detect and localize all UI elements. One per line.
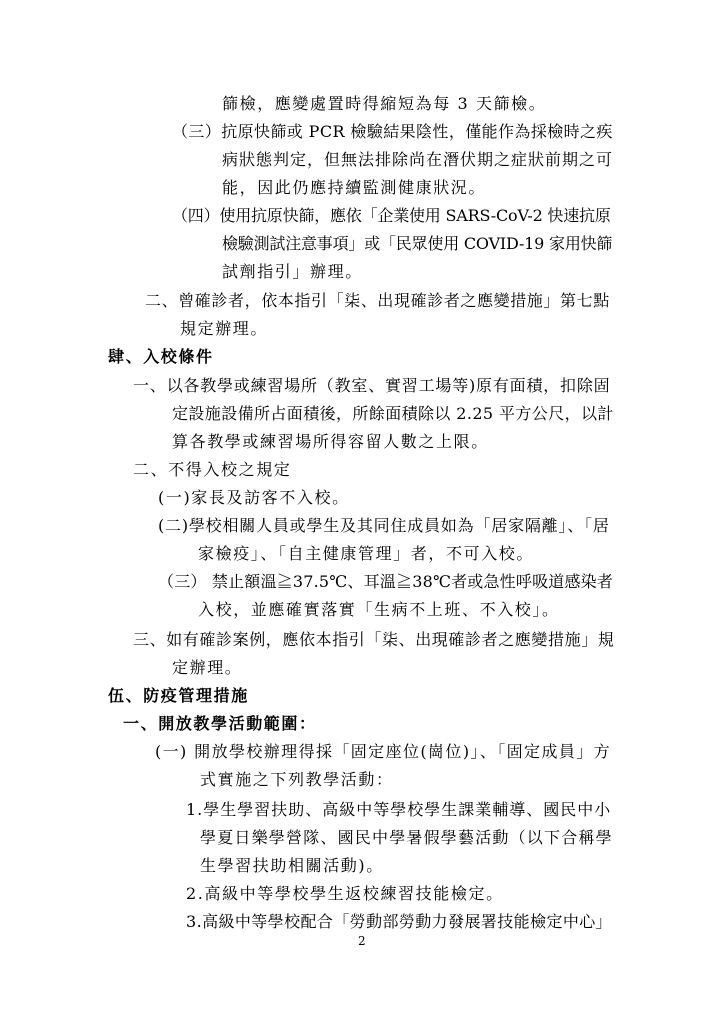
text-line: (二)學校相關人員或學生及其同住成員如為「居家隔離」、「居 bbox=[158, 516, 610, 535]
text-line: 生學習扶助相關活動)。 bbox=[200, 856, 384, 875]
text-line: 式實施之下列教學活動： bbox=[200, 770, 394, 789]
text-line: 病狀態判定，但無法排除尚在潛伏期之症狀前期之可 bbox=[222, 150, 614, 169]
text-line: 學夏日樂學營隊、國民中學暑假學藝活動（以下合稱學 bbox=[200, 828, 613, 847]
text-line: 3.高級中等學校配合「勞動部勞動力發展署技能檢定中心」 bbox=[186, 912, 613, 931]
text-line: 能，因此仍應持續監測健康狀況。 bbox=[222, 178, 487, 197]
text-line: 定設施設備所占面積後，所餘面積除以 2.25 平方公尺，以計 bbox=[172, 404, 614, 423]
section-heading: 肆、入校條件 bbox=[108, 347, 214, 366]
text-line: 1.學生學習扶助、高級中等學校學生課業輔導、國民中小 bbox=[186, 800, 612, 819]
text-line: 一、以各教學或練習場所（教室、實習工場等)原有面積，扣除固 bbox=[133, 376, 611, 395]
text-line: 算各教學或練習場所得容留人數之上限。 bbox=[172, 432, 489, 451]
text-line: 試劑指引」辦理。 bbox=[222, 262, 363, 281]
text-line: (一)家長及訪客不入校。 bbox=[158, 488, 350, 507]
text-line: 三、如有確診案例，應依本指引「柒、出現確診者之應變措施」規 bbox=[133, 630, 615, 649]
text-line: 家檢疫」、「自主健康管理」者，不可入校。 bbox=[198, 544, 535, 563]
text-line: 定辦理。 bbox=[172, 658, 243, 677]
text-line: 二、不得入校之規定 bbox=[133, 460, 292, 479]
text-line: 檢驗測試注意事項」或「民眾使用 COVID-19 家用快篩 bbox=[222, 234, 613, 253]
text-line: 2.高級中等學校學生返校練習技能檢定。 bbox=[186, 884, 504, 903]
section-heading: 伍、防疫管理措施 bbox=[108, 686, 249, 705]
page-number: 2 bbox=[358, 934, 366, 948]
text-line: 規定辦理。 bbox=[180, 319, 269, 338]
subsection-heading: 一、開放教學活動範圍： bbox=[123, 714, 317, 733]
text-line: 篩檢，應變處置時得縮短為每 3 天篩檢。 bbox=[222, 94, 547, 113]
text-line: （三） 禁止額溫≧37.5℃、耳溫≧38℃者或急性呼吸道感染者 bbox=[158, 572, 614, 591]
text-line: (一) 開放學校辦理得採「固定座位(崗位)」、「固定成員」方 bbox=[155, 742, 612, 761]
text-line: 二、曾確診者，依本指引「柒、出現確診者之應變措施」第七點 bbox=[145, 291, 610, 310]
text-line: 入校，並應確實落實「生病不上班、不入校」。 bbox=[198, 600, 560, 619]
text-line: （四）使用抗原快篩，應依「企業使用 SARS-CoV-2 快速抗原 bbox=[172, 206, 611, 225]
text-line: （三）抗原快篩或 PCR 檢驗結果陰性，僅能作為採檢時之疾 bbox=[172, 122, 613, 141]
